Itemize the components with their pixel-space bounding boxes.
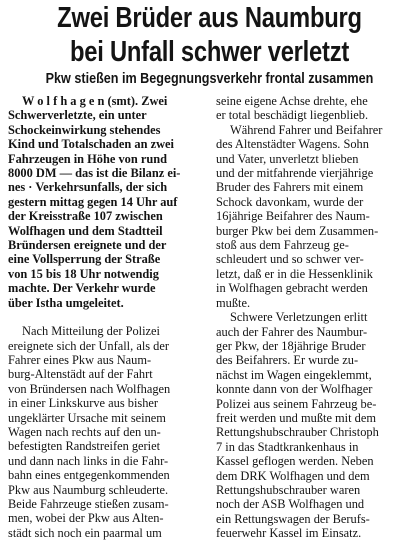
subheadline: Pkw stießen im Begegnungsverkehr frontal zusammen — [45, 70, 374, 87]
text-line: 7 in das Stadtkrankenhaus in — [216, 439, 359, 454]
text-line: schleudert und so schwer ver- — [216, 252, 364, 267]
column-divider — [210, 96, 211, 516]
text-line: ungeklärter Ursache mit seinem — [8, 410, 166, 425]
text-line: Pkw aus Naumburg schleuderte. — [8, 482, 169, 497]
text-line: burg-Altenstädt auf der Fahrt — [8, 367, 153, 382]
text-line: der Kreisstraße 107 zwischen — [8, 209, 163, 224]
text-line: über Istha umgeleitet. — [8, 295, 124, 310]
headline-line-2: bei Unfall schwer verletzt — [69, 36, 350, 68]
text-line: ger Pkw, der 18jährige Bruder — [216, 338, 366, 353]
text-line: Beide Fahrzeuge stießen zusam- — [8, 496, 169, 511]
text-line: dem DRK Wolfhagen und dem — [216, 468, 370, 483]
text-line: Schwere Verletzungen erlitt — [230, 310, 368, 325]
headline-line-1: Zwei Brüder aus Naumburg — [57, 2, 362, 34]
paragraph-gap — [8, 310, 208, 324]
text-line: Fahrer eines Pkw aus Naum- — [8, 352, 152, 367]
text-line: und der mitfahrende vierjährige — [216, 166, 374, 181]
text-line: machte. Der Verkehr wurde — [8, 281, 156, 296]
text-line: des Altenstädter Wagens. Sohn — [216, 137, 369, 152]
text-line: Fahrzeugen in Höhe von rund — [8, 151, 168, 166]
text-line: auch der Fahrer des Naumbur- — [216, 324, 368, 339]
text-line: burger Pkw bei dem Zusammen- — [216, 223, 379, 238]
text-line: Rettungshubschrauber Christoph — [216, 425, 379, 440]
text-line: städt sich noch ein paarmal um — [8, 525, 162, 540]
text-line: von 15 bis 18 Uhr notwendig — [8, 266, 159, 281]
text-line: und Vater, unverletzt blieben — [216, 151, 359, 166]
text-line: Wagen nach rechts auf den un- — [8, 424, 161, 439]
text-line: Rettungshubschrauber waren — [216, 482, 361, 497]
text-line: nächst im Wagen eingeklemmt, — [216, 367, 372, 382]
text-line: Schwerverletzte, ein unter — [8, 108, 147, 123]
text-line: Polizei aus seinem Fahrzeug be- — [216, 396, 377, 411]
text-line: Schockeinwirkung stehendes — [8, 122, 161, 137]
text-line: er total beschädigt liegenblieb. — [216, 108, 369, 123]
text-line: befestigten Randstreifen geriet — [8, 439, 161, 454]
text-line: in einer Linkskurve aus bisher — [8, 396, 159, 411]
text-line: von Bründersen nach Wolfhagen — [8, 381, 171, 396]
text-line: 16jährige Beifahrer des Naum- — [216, 209, 370, 224]
text-line: 8000 DM — das ist die Bilanz ei- — [8, 166, 181, 181]
text-line: gestern mittag gegen 14 Uhr auf — [8, 194, 178, 209]
text-line: des Beifahrers. Er wurde zu- — [216, 353, 359, 368]
text-line: freit werden und mußte mit dem — [216, 410, 377, 425]
article-column-right — [216, 94, 412, 541]
text-line: eine Vollsperrung der Straße — [8, 252, 161, 267]
text-line: letzt, daß er in die Hessenklinik — [216, 266, 373, 281]
text-line: nes · Verkehrsunfalls, der sich — [8, 180, 168, 195]
text-line: seine eigene Achse drehte, ehe — [216, 94, 368, 108]
text-line: Schock davonkam, wurde der — [216, 194, 364, 209]
text-line: noch der ASB Wolfhagen und — [216, 497, 365, 512]
paragraph-driver-passenger — [216, 123, 412, 310]
text-line: feuerwehr Kassel im Einsatz. — [216, 526, 362, 541]
text-line: stoß aus dem Fahrzeug ge- — [216, 238, 349, 253]
text-line: bahn eines entgegenkommenden — [8, 468, 170, 483]
text-line: Wolfhagen und dem Stadtteil — [8, 223, 163, 238]
text-line: ein Rettungswagen der Berufs- — [216, 511, 370, 526]
text-line: konnte dann von der Wolfhager — [216, 382, 373, 397]
text-line: in Wolfhagen gebracht werden — [216, 281, 368, 296]
text-line: men, wobei der Pkw aus Alten- — [8, 511, 164, 526]
lead-paragraph — [8, 94, 208, 310]
article-column-left — [8, 94, 208, 540]
text-line: mußte. — [216, 295, 251, 310]
text-line: Nach Mitteilung der Polizei — [22, 324, 160, 339]
text-line: Bründersen ereignete und der — [8, 238, 167, 253]
body-paragraph — [8, 324, 208, 540]
paragraph-injuries — [216, 310, 412, 541]
text-line: ereignete sich der Unfall, als der — [8, 338, 170, 353]
headline — [38, 0, 382, 69]
text-line: W o l f h a g e n (smt). Zwei — [22, 94, 168, 108]
paragraph-continuation — [216, 94, 412, 123]
text-line: Während Fahrer und Beifahrer — [230, 122, 383, 137]
text-line: Kind und Totalschaden an zwei — [8, 137, 174, 152]
text-line: Bruder des Fahrers mit einem — [216, 180, 364, 195]
text-line: Kassel geflogen werden. Neben — [216, 454, 374, 469]
text-line: und dann nach links in die Fahr- — [8, 453, 169, 468]
